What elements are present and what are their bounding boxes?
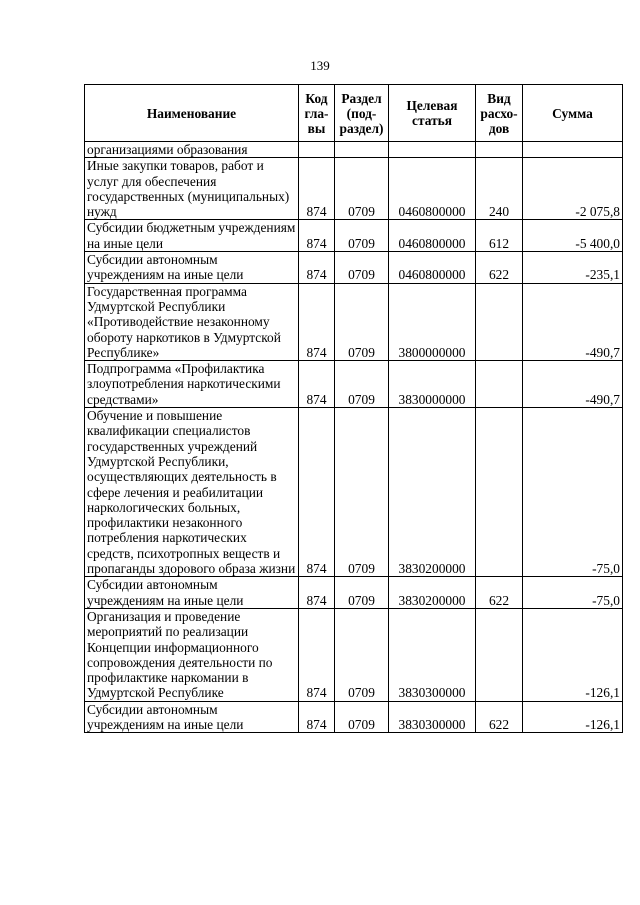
cell-section: 0709 — [335, 408, 389, 577]
cell-kind: 612 — [476, 220, 523, 252]
header-kind: Вид расхо-дов — [476, 85, 523, 142]
table-row — [85, 361, 623, 408]
cell-sum: -490,7 — [523, 361, 623, 408]
cell-sum: -126,1 — [523, 608, 623, 701]
cell-kind — [476, 608, 523, 701]
cell-section: 0709 — [335, 158, 389, 220]
cell-target: 3830200000 — [389, 577, 476, 609]
cell-sum: -5 400,0 — [523, 220, 623, 252]
cell-target: 3800000000 — [389, 283, 476, 360]
table-row — [85, 220, 623, 252]
cell-target: 0460800000 — [389, 252, 476, 284]
cell-target — [389, 142, 476, 158]
header-section: Раздел (под-раздел) — [335, 85, 389, 142]
cell-sum: -126,1 — [523, 701, 623, 733]
cell-target: 3830300000 — [389, 608, 476, 701]
cell-code: 874 — [299, 283, 335, 360]
cell-target: 3830200000 — [389, 408, 476, 577]
cell-name: Субсидии автономным учреждениям на иные цели — [85, 252, 299, 284]
table-row — [85, 252, 623, 284]
budget-table — [84, 84, 623, 733]
cell-kind — [476, 361, 523, 408]
cell-code: 874 — [299, 252, 335, 284]
table-row — [85, 577, 623, 609]
table-header-row — [85, 85, 623, 142]
table-row — [85, 283, 623, 360]
cell-name: Субсидии автономным учреждениям на иные цели — [85, 577, 299, 609]
header-code: Код гла-вы — [299, 85, 335, 142]
cell-code: 874 — [299, 577, 335, 609]
cell-section — [335, 142, 389, 158]
cell-code: 874 — [299, 608, 335, 701]
cell-kind: 622 — [476, 252, 523, 284]
cell-target: 0460800000 — [389, 158, 476, 220]
page-number: 139 — [310, 58, 330, 73]
cell-sum: -490,7 — [523, 283, 623, 360]
cell-kind — [476, 142, 523, 158]
cell-kind: 240 — [476, 158, 523, 220]
cell-name: Государственная программа Удмуртской Республики «Противодействие незаконному обороту наркотиков в Удмуртской Республике» — [85, 283, 299, 360]
cell-section: 0709 — [335, 608, 389, 701]
cell-sum: -75,0 — [523, 408, 623, 577]
cell-name: Организация и проведение мероприятий по реализации Концепции информационного сопровождения деятельности по профилактике наркомании в Удмуртской Республике — [85, 608, 299, 701]
cell-section: 0709 — [335, 701, 389, 733]
table-row — [85, 142, 623, 158]
table-row — [85, 408, 623, 577]
header-sum: Сумма — [523, 85, 623, 142]
cell-code: 874 — [299, 361, 335, 408]
cell-code: 874 — [299, 158, 335, 220]
cell-name: Субсидии бюджетным учреждениям на иные цели — [85, 220, 299, 252]
cell-code: 874 — [299, 701, 335, 733]
header-name: Наименование — [85, 85, 299, 142]
cell-name: Иные закупки товаров, работ и услуг для обеспечения государственных (муниципальных) нужд — [85, 158, 299, 220]
cell-code — [299, 142, 335, 158]
cell-name: Подпрограмма «Профилактика злоупотребления наркотическими средствами» — [85, 361, 299, 408]
cell-kind — [476, 283, 523, 360]
cell-section: 0709 — [335, 577, 389, 609]
cell-section: 0709 — [335, 220, 389, 252]
cell-kind: 622 — [476, 577, 523, 609]
cell-code: 874 — [299, 408, 335, 577]
cell-section: 0709 — [335, 361, 389, 408]
cell-code: 874 — [299, 220, 335, 252]
table-row — [85, 608, 623, 701]
cell-name: организациями образования — [85, 142, 299, 158]
cell-sum: -2 075,8 — [523, 158, 623, 220]
table-row — [85, 701, 623, 733]
cell-kind: 622 — [476, 701, 523, 733]
cell-target: 3830000000 — [389, 361, 476, 408]
cell-section: 0709 — [335, 252, 389, 284]
cell-sum: -75,0 — [523, 577, 623, 609]
header-target: Целевая статья — [389, 85, 476, 142]
table-row — [85, 158, 623, 220]
cell-section: 0709 — [335, 283, 389, 360]
cell-target: 3830300000 — [389, 701, 476, 733]
cell-name: Субсидии автономным учреждениям на иные цели — [85, 701, 299, 733]
cell-sum: -235,1 — [523, 252, 623, 284]
cell-kind — [476, 408, 523, 577]
cell-target: 0460800000 — [389, 220, 476, 252]
cell-name: Обучение и повышение квалификации специалистов государственных учреждений Удмуртской Республики, осуществляющих деятельность в сфере лечения и реабилитации наркологических больных, профилактики незаконного потребления наркотических средств, психотропных веществ и пропаганды здорового образа жизни — [85, 408, 299, 577]
cell-sum — [523, 142, 623, 158]
